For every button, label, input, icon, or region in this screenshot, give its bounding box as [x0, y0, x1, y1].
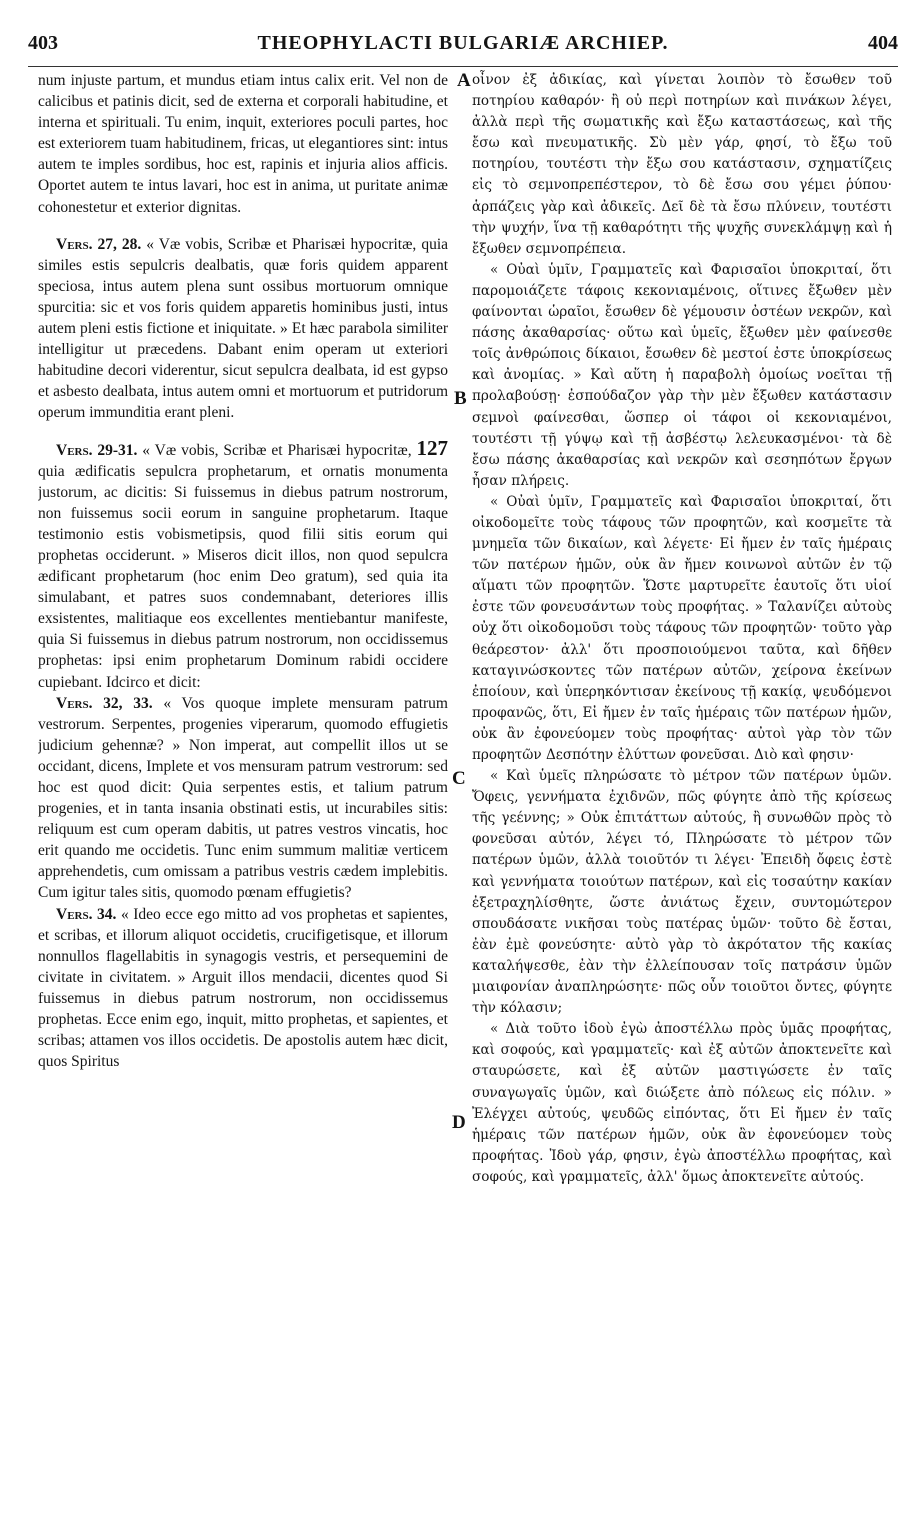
greek-paragraph: « Οὐαὶ ὑμῖν, Γραμματεῖς καὶ Φαρισαῖοι ὑποκριταί, ὅτι παρομοιάζετε τάφοις κεκονιαμένοις, οἵτινες ἔξωθεν μὲν φαίνονται ὡραῖοι, ἔσωθεν δὲ γέμουσιν ὀστέων νεκρῶν, καὶ πάσης ἀκαθαρσίας· οὕτω καὶ ὑμεῖς, ἔξωθεν μὲν φαίνεσθε τοῖς ἀνθρώποις δίκαιοι, ἔσωθεν δὲ μεστοί ἐστε ὑποκρίσεως καὶ ἀνομίας. » Καὶ αὕτη ἡ παραβολὴ ὁμοίως νοεῖται τῇ προλαβούσῃ· ἐσπούδαζον γὰρ τὴν μὲν ἔξωθεν κατάστασιν σεμνοὶ φαίνεσθαι, ὥσπερ οἱ τάφοι οἱ κεκονιαμένοι, τουτέστι τῇ γύψῳ καὶ τῇ ἀσβέστῳ λελευκασμένοι· τὰ δὲ ἔσω πάσης ἀκαθαρσίας καὶ νεκρῶν καὶ σεσηπότων ἔργων ἦσαν πλήρεις. — [472, 261, 892, 489]
page-number-right: 404 — [868, 32, 898, 54]
latin-paragraph: num injuste partum, et mundus etiam intus calix erit. Vel non de calicibus et patinis dicit, sed de externa et corporali habitudine, et interna et spirituali. Tu enim, inquit, exteriores poculi partes, hoc est exteriorem tuam habitudinem, fricas, ut elegantiores sint: intus autem te imples sordibus, hoc est, rapinis et injuria alios afficis. Oportet autem te intus lavari, hoc est in anima, ut puritate animæ cohonestetur et exterior dignitas. — [38, 72, 448, 216]
latin-paragraph — [38, 904, 448, 1073]
margin-letter-c: C — [452, 768, 466, 789]
latin-text: « Væ vobis, Scribæ et Pharisæi hypocritæ, quia similes estis sepulcris dealbatis, quæ foris quidem apparent speciosa, intus autem plena sunt ossibus mortuorum omnique spurcitia: sic et vos foris quidem apparetis hominibus justi, intus autem pleni estis fictione et iniquitate. » Et hæc parabola similiter intelligitur ut præcedens. Dabant enim operam ut exteriori habitudine decori viderentur, sicut sepulcra dealbata, id est gypso et asbesto dealbata, intus autem omni et mortuorum et putridorum operum immunditia erant pleni. — [38, 235, 448, 422]
margin-letter-b: B — [454, 388, 467, 409]
latin-text: « Væ vobis, Scribæ et Pharisæi hypocritæ, — [142, 441, 412, 459]
latin-text: quia ædificatis sepulcra prophetarum, et ornatis monumenta justorum, ac dicitis: Si fuissemus in diebus patrum nostrorum, non fuissemus socii eorum in sanguine prophetarum. Itaque testimonio estis vobismetipsis, quod filii sitis eorum qui prophetas occiderunt. » Miseros dicit illos, non quod sepulcra ædificant prophetarum (hoc enim Deo gratum), sed quia ita simulabant, et patres suos condemnabant, deteriores illis exsistentes, malitiaque eos excellentes mentiebantur manifeste, quia Si fuissemus in diebus patrum nostrorum, non occidissemus prophetas: ipsi enim prophetarum Dominum rabidi occidere cupiebant. Idcirco et dicit: — [38, 462, 448, 691]
greek-paragraph: οἶνον ἐξ ἀδικίας, καὶ γίνεται λοιπὸν τὸ ἔσωθεν τοῦ ποτηρίου καθαρόν· ἢ οὐ περὶ ποτηρίων καὶ πινάκων λέγει, ἀλλὰ περὶ τῆς σωματικῆς καὶ ἔξω καταστάσεως, καὶ τῆς ἔσω καὶ πνευματικῆς. Σὺ μὲν γάρ, φησί, τὸ ἔξω τοῦ ποτηρίου, τουτέστι τὴν ἔξω σου κατάστασιν, σχηματίζεις εἰς τὸ σεμνοπρεπέστερον, τὸ δὲ ἔσω σου γέμει ῥύπου· ἁρπάζεις γὰρ καὶ ἀδικεῖς. Δεῖ δὲ τὰ ἔσω πλύνειν, τουτέστι τὴν ψυχήν, ἵνα τῇ καθαρότητι τῆς ψυχῆς συνεκλάμψῃ καὶ ἡ ἔξωθεν σεμνοπρέπεια. — [472, 72, 892, 257]
latin-paragraph — [38, 693, 448, 904]
margin-letter-d: D — [452, 1112, 466, 1133]
verse-reference: Vers. 34. — [56, 905, 117, 923]
latin-paragraph — [38, 435, 448, 693]
latin-column — [38, 70, 448, 1515]
greek-paragraph: « Καὶ ὑμεῖς πληρώσατε τὸ μέτρον τῶν πατέρων ὑμῶν. Ὄφεις, γεννήματα ἐχιδνῶν, πῶς φύγητε ἀπὸ τῆς κρίσεως τῆς γεέννης; » Οὐκ ἐπιτάττων αὐτούς, ἢ συνωθῶν πρὸς τὸ φονεῦσαι αὐτόν, λέγει τό, Πληρώσατε τὸ μέτρον τῶν πατέρων ὑμῶν, ἀλλὰ τοιοῦτόν τι λέγει· Ἐπειδὴ ὄφεις ἐστὲ καὶ γεννήματα τοιούτων πατέρων, καὶ εἰς τοσαύτην κακίαν ἐξετραχηλίσθητε, ὥστε ἀνιάτως ἔχειν, συντομώτερον σπουδάσατε νικῆσαι τοὺς πατέρας ὑμῶν· τοῦτο δὲ ἔσται, ἐὰν ἐμὲ φονεύσητε· αὐτὸ γὰρ τὸ ἀκρότατον τῆς κακίας καταλήψεσθε, ἐὰν τὴν ἐλλείπουσαν τοῖς πατράσιν ὑμῶν μιαιφονίαν ἀναπληρώσητε· πῶς οὖν τοιοῦτοι ὄντες, φύγητε τὴν κόλασιν; — [472, 768, 892, 1017]
latin-paragraph — [38, 234, 448, 424]
latin-text: « Ideo ecce ego mitto ad vos prophetas et sapientes, et scribas, et illorum aliquot occidetis, crucifigetisque, et illorum nonnullos flagellabitis in synagogis vestris, et persequemini de civitate in civitatem. » Arguit illos mendacii, dicentes quod Si fuissemus in diebus patrum nostrorum, non occidissemus prophetas. Ecce enim ego, inquit, mitto prophetas, et sapientes, et scribas; attamen vos illos occidetis. De apostolis autem hæc dicit, quos Spiritus — [38, 905, 448, 1071]
running-title: THEOPHYLACTI BULGARIÆ ARCHIEP. — [257, 32, 669, 54]
greek-paragraph: « Διὰ τοῦτο ἰδοὺ ἐγὼ ἀποστέλλω πρὸς ὑμᾶς προφήτας, καὶ σοφούς, καὶ γραμματεῖς· καὶ ἐξ αὐτῶν ἀποκτενεῖτε καὶ σταυρώσετε, καὶ ἐξ αὐτῶν μαστιγώσετε ἐν ταῖς συναγωγαῖς ὑμῶν, καὶ διώξετε ἀπὸ πόλεως εἰς πόλιν. » Ἐλέγχει αὐτούς, ψευδῶς εἰπόντας, ὅτι Εἰ ἤμεν ἐν ταῖς ἡμέραις τῶν πατέρων ἡμῶν, οὐκ ἂν ἐφονεύομεν τοὺς προφήτας. Ἰδοὺ γάρ, φησιν, ἐγὼ ἀποστέλλω προφήτας, καὶ σοφούς, καὶ γραμματεῖς, ἀλλ' ὅμως ἀποκτενεῖτε αὐτούς. — [472, 1021, 892, 1185]
margin-letter-a: A — [457, 70, 471, 91]
latin-text: « Vos quoque implete mensuram patrum vestrorum. Serpentes, progenies viperarum, quomodo effugietis judicium gehennæ? » Non imperat, aut compellit illos ut se occidant, dicens, Implete et vos mensuram patrum vestrorum: sed hoc est quod dicit: Quia serpentes estis, et talium patrum progenies, et in tanta insania obstinati estis, ut incurabiles sitis: reliquum est cum operam dabitis, ut patres vestros vincatis, hoc erit quando me occidetis. Tunc enim summum malitiæ verticem apprehendetis, cum omissam a patribus vestris cædem implebitis. Cum igitur tales sitis, quomodo pœnam effugietis? — [38, 694, 448, 902]
verse-reference: Vers. 32, 33. — [56, 694, 153, 712]
greek-column — [472, 70, 892, 1515]
greek-paragraph: « Οὐαὶ ὑμῖν, Γραμματεῖς καὶ Φαρισαῖοι ὑποκριταί, ὅτι οἰκοδομεῖτε τοὺς τάφους τῶν προφητῶν, καὶ κοσμεῖτε τὰ μνημεῖα τῶν δικαίων, καὶ λέγετε· Εἰ ἤμεν ἐν ταῖς ἡμέραις τῶν πατέρων ἡμῶν, οὐκ ἂν ἤμεν κοινωνοὶ αὐτῶν ἐν τῷ αἵματι τῶν προφητῶν. Ὥστε μαρτυρεῖτε ἑαυτοῖς ὅτι υἱοί ἐστε τῶν φονευσάντων τοὺς προφήτας. » Ταλανίζει αὐτοὺς οὐχ ὅτι οἰκοδομοῦσι τοὺς τάφους τῶν προφητῶν· τοῦτο γὰρ θεάρεστον· ἀλλ' ὅτι προσποιούμενοι ταῦτα, καὶ δῆθεν καταγινώσκοντες τῶν πατέρων αὐτῶν, χείρονα ἐκείνων ἐποίουν, καὶ ὑπερηκόντισαν ἐκείνους τῇ κακίᾳ, ψευδόμενοι προφανῶς, ὅτι, Εἰ ἤμεν ἐν ταῖς ἡμέραις τῶν πατέρων ἡμῶν, οὐκ ἂν ἐφονεύομεν τοὺς προφήτας· αὐτοὶ γὰρ τὸν τῶν προφητῶν Δεσπότην ἐλύττων φονεῦσαι. Διὸ καὶ φησιν· — [472, 493, 892, 763]
verse-reference: Vers. 29-31. — [56, 441, 138, 459]
page-number-left: 403 — [28, 32, 58, 54]
page-header — [28, 32, 898, 62]
column-number: 127 — [416, 435, 448, 460]
header-rule — [28, 66, 898, 67]
verse-reference: Vers. 27, 28. — [56, 235, 142, 253]
